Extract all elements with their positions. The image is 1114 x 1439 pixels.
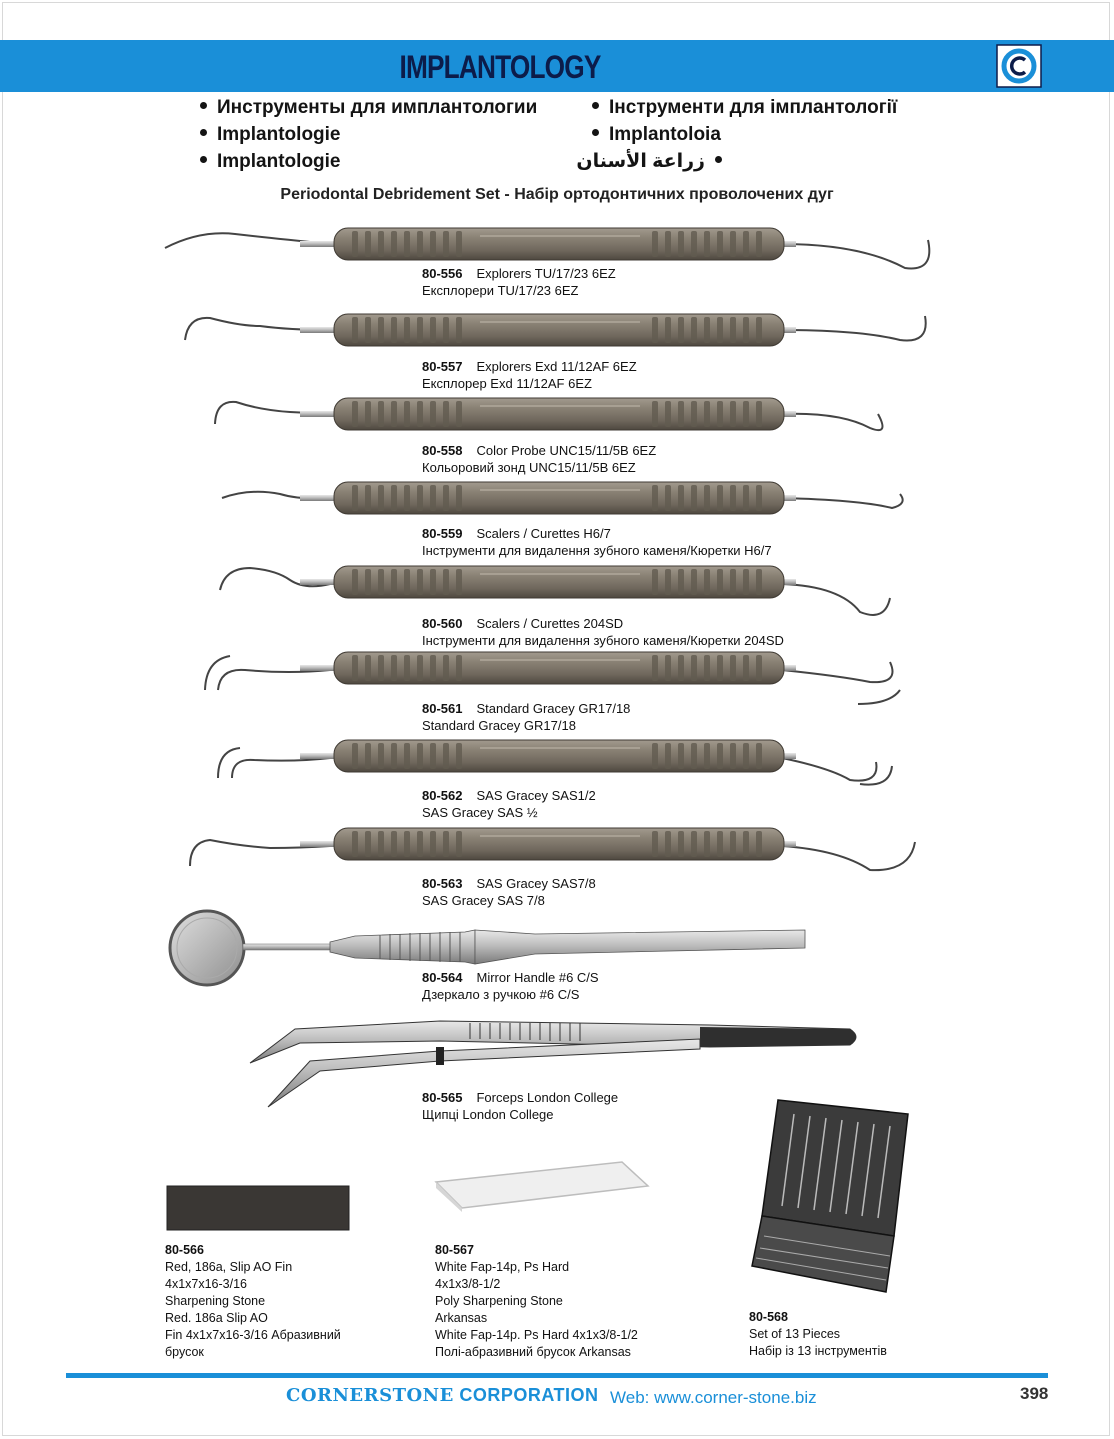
product-name: Standard Gracey GR17/18 bbox=[476, 701, 631, 716]
product-line: Sharpening Stone bbox=[165, 1294, 266, 1308]
product-name: Explorers TU/17/23 6EZ bbox=[476, 266, 616, 281]
product-caption bbox=[422, 787, 596, 821]
product-name-translated: SAS Gracey SAS ½ bbox=[422, 805, 538, 820]
product-caption bbox=[422, 969, 599, 1003]
product-name-translated: Standard Gracey GR17/18 bbox=[422, 718, 576, 733]
bullet-item: Інструменти для імплантології bbox=[592, 94, 897, 121]
product-line: Poly Sharpening Stone bbox=[435, 1294, 563, 1308]
product-caption bbox=[422, 265, 616, 299]
section-subtitle: Periodontal Debridement Set - Набір ортодонтичних проволочених дуг bbox=[280, 186, 834, 203]
company-name-first: CORNERSTONE bbox=[286, 1385, 454, 1406]
product-line: White Fap-14p. Ps Hard 4x1x3/8-1/2 bbox=[435, 1328, 638, 1342]
caption-line-1 bbox=[422, 358, 637, 375]
product-code: 80-560 bbox=[422, 616, 463, 631]
product-code: 80-556 bbox=[422, 266, 463, 281]
product-line: Arkansas bbox=[435, 1311, 488, 1325]
product-caption bbox=[422, 615, 784, 649]
bullet-item: زراعة الأسنان bbox=[592, 148, 722, 175]
product-line: 4x1x7x16-3/16 bbox=[165, 1277, 248, 1291]
product-block-80-566 bbox=[165, 1242, 341, 1361]
product-name: Scalers / Curettes H6/7 bbox=[476, 526, 611, 541]
product-code: 80-557 bbox=[422, 359, 463, 374]
product-name: Color Probe UNC15/11/5B 6EZ bbox=[476, 443, 657, 458]
bullet-dot-icon bbox=[592, 129, 599, 136]
product-line: Набір із 13 інструментів bbox=[749, 1344, 887, 1358]
bullet-item: Implantologie bbox=[200, 148, 537, 175]
product-caption bbox=[422, 358, 637, 392]
bullet-item: Implantoloia bbox=[592, 121, 897, 148]
product-code: 80-561 bbox=[422, 701, 463, 716]
product-name-translated: Щипці London College bbox=[422, 1107, 554, 1122]
caption-line-1 bbox=[422, 969, 599, 986]
product-name-translated: Експлорер Exd 11/12AF 6EZ bbox=[422, 376, 592, 391]
product-line: Red, 186a, Slip AO Fin bbox=[165, 1260, 293, 1274]
product-name: Forceps London College bbox=[476, 1090, 619, 1105]
bullet-dot-icon bbox=[715, 156, 722, 163]
product-name-translated: SAS Gracey SAS 7/8 bbox=[422, 893, 545, 908]
product-name-translated: Інструменти для видалення зубного каменя/Кюретки 204SD bbox=[422, 633, 784, 648]
product-block-80-567 bbox=[435, 1242, 638, 1361]
caption-line-1 bbox=[422, 442, 656, 459]
product-line: Set of 13 Pieces bbox=[749, 1327, 841, 1341]
product-line: Fin 4x1x7x16-3/16 Абразивний bbox=[165, 1328, 341, 1342]
bullet-dot-icon bbox=[200, 156, 207, 163]
bullet-item: Implantologie bbox=[200, 121, 537, 148]
product-code: 80-563 bbox=[422, 876, 463, 891]
cornerstone-logo-icon bbox=[996, 44, 1042, 88]
product-name: SAS Gracey SAS7/8 bbox=[476, 876, 596, 891]
product-caption bbox=[422, 875, 596, 909]
page-title: IMPLANTOLOGY bbox=[399, 49, 601, 85]
product-code: 80-558 bbox=[422, 443, 463, 458]
page-number: 398 bbox=[1020, 1384, 1049, 1403]
product-code: 80-568 bbox=[749, 1310, 788, 1324]
footer-divider bbox=[66, 1373, 1048, 1378]
instrument-cassette-image bbox=[744, 1096, 914, 1296]
product-name: Scalers / Curettes 204SD bbox=[476, 616, 624, 631]
red-sharpening-stone-image bbox=[165, 1182, 355, 1232]
caption-line-1 bbox=[422, 875, 596, 892]
product-code: 80-567 bbox=[435, 1243, 474, 1257]
caption-line-1 bbox=[422, 787, 596, 804]
product-name-translated: Експлорери TU/17/23 6EZ bbox=[422, 283, 579, 298]
bullet-list-right bbox=[576, 94, 898, 175]
product-line: 4x1x3/8-1/2 bbox=[435, 1277, 501, 1291]
product-block-80-568 bbox=[749, 1309, 887, 1360]
product-line: брусок bbox=[165, 1345, 204, 1359]
product-caption bbox=[422, 1089, 618, 1123]
footer-company bbox=[286, 1385, 599, 1406]
bullet-item: Инструменты для имплантологии bbox=[200, 94, 537, 121]
caption-line-1 bbox=[422, 700, 630, 717]
company-name-second: CORPORATION bbox=[459, 1385, 599, 1405]
product-code: 80-562 bbox=[422, 788, 463, 803]
caption-line-1 bbox=[422, 1089, 618, 1106]
caption-line-1 bbox=[422, 525, 772, 542]
product-code: 80-566 bbox=[165, 1243, 204, 1257]
product-caption bbox=[422, 700, 630, 734]
product-name: Mirror Handle #6 C/S bbox=[476, 970, 599, 985]
product-code: 80-564 bbox=[422, 970, 463, 985]
bullet-dot-icon bbox=[200, 129, 207, 136]
product-caption bbox=[422, 442, 656, 476]
product-name-translated: Інструменти для видалення зубного каменя/Кюретки H6/7 bbox=[422, 543, 772, 558]
product-line: White Fap-14p, Ps Hard bbox=[435, 1260, 570, 1274]
product-name-translated: Дзеркало з ручкою #6 C/S bbox=[422, 987, 580, 1002]
footer-website[interactable]: Web: www.corner-stone.biz bbox=[610, 1388, 817, 1407]
bullet-dot-icon bbox=[592, 102, 599, 109]
product-code: 80-565 bbox=[422, 1090, 463, 1105]
white-sharpening-stone-image bbox=[432, 1158, 657, 1214]
product-name: SAS Gracey SAS1/2 bbox=[476, 788, 596, 803]
caption-line-1 bbox=[422, 265, 616, 282]
product-code: 80-559 bbox=[422, 526, 463, 541]
bullet-dot-icon bbox=[200, 102, 207, 109]
product-name-translated: Кольоровий зонд UNC15/11/5B 6EZ bbox=[422, 460, 636, 475]
bullet-list-left bbox=[200, 94, 537, 175]
product-line: Red. 186a Slip AO bbox=[165, 1311, 268, 1325]
caption-line-1 bbox=[422, 615, 784, 632]
product-line: Полі-абразивний брусок Arkansas bbox=[435, 1345, 631, 1359]
product-name: Explorers Exd 11/12AF 6EZ bbox=[476, 359, 637, 374]
product-caption bbox=[422, 525, 772, 559]
